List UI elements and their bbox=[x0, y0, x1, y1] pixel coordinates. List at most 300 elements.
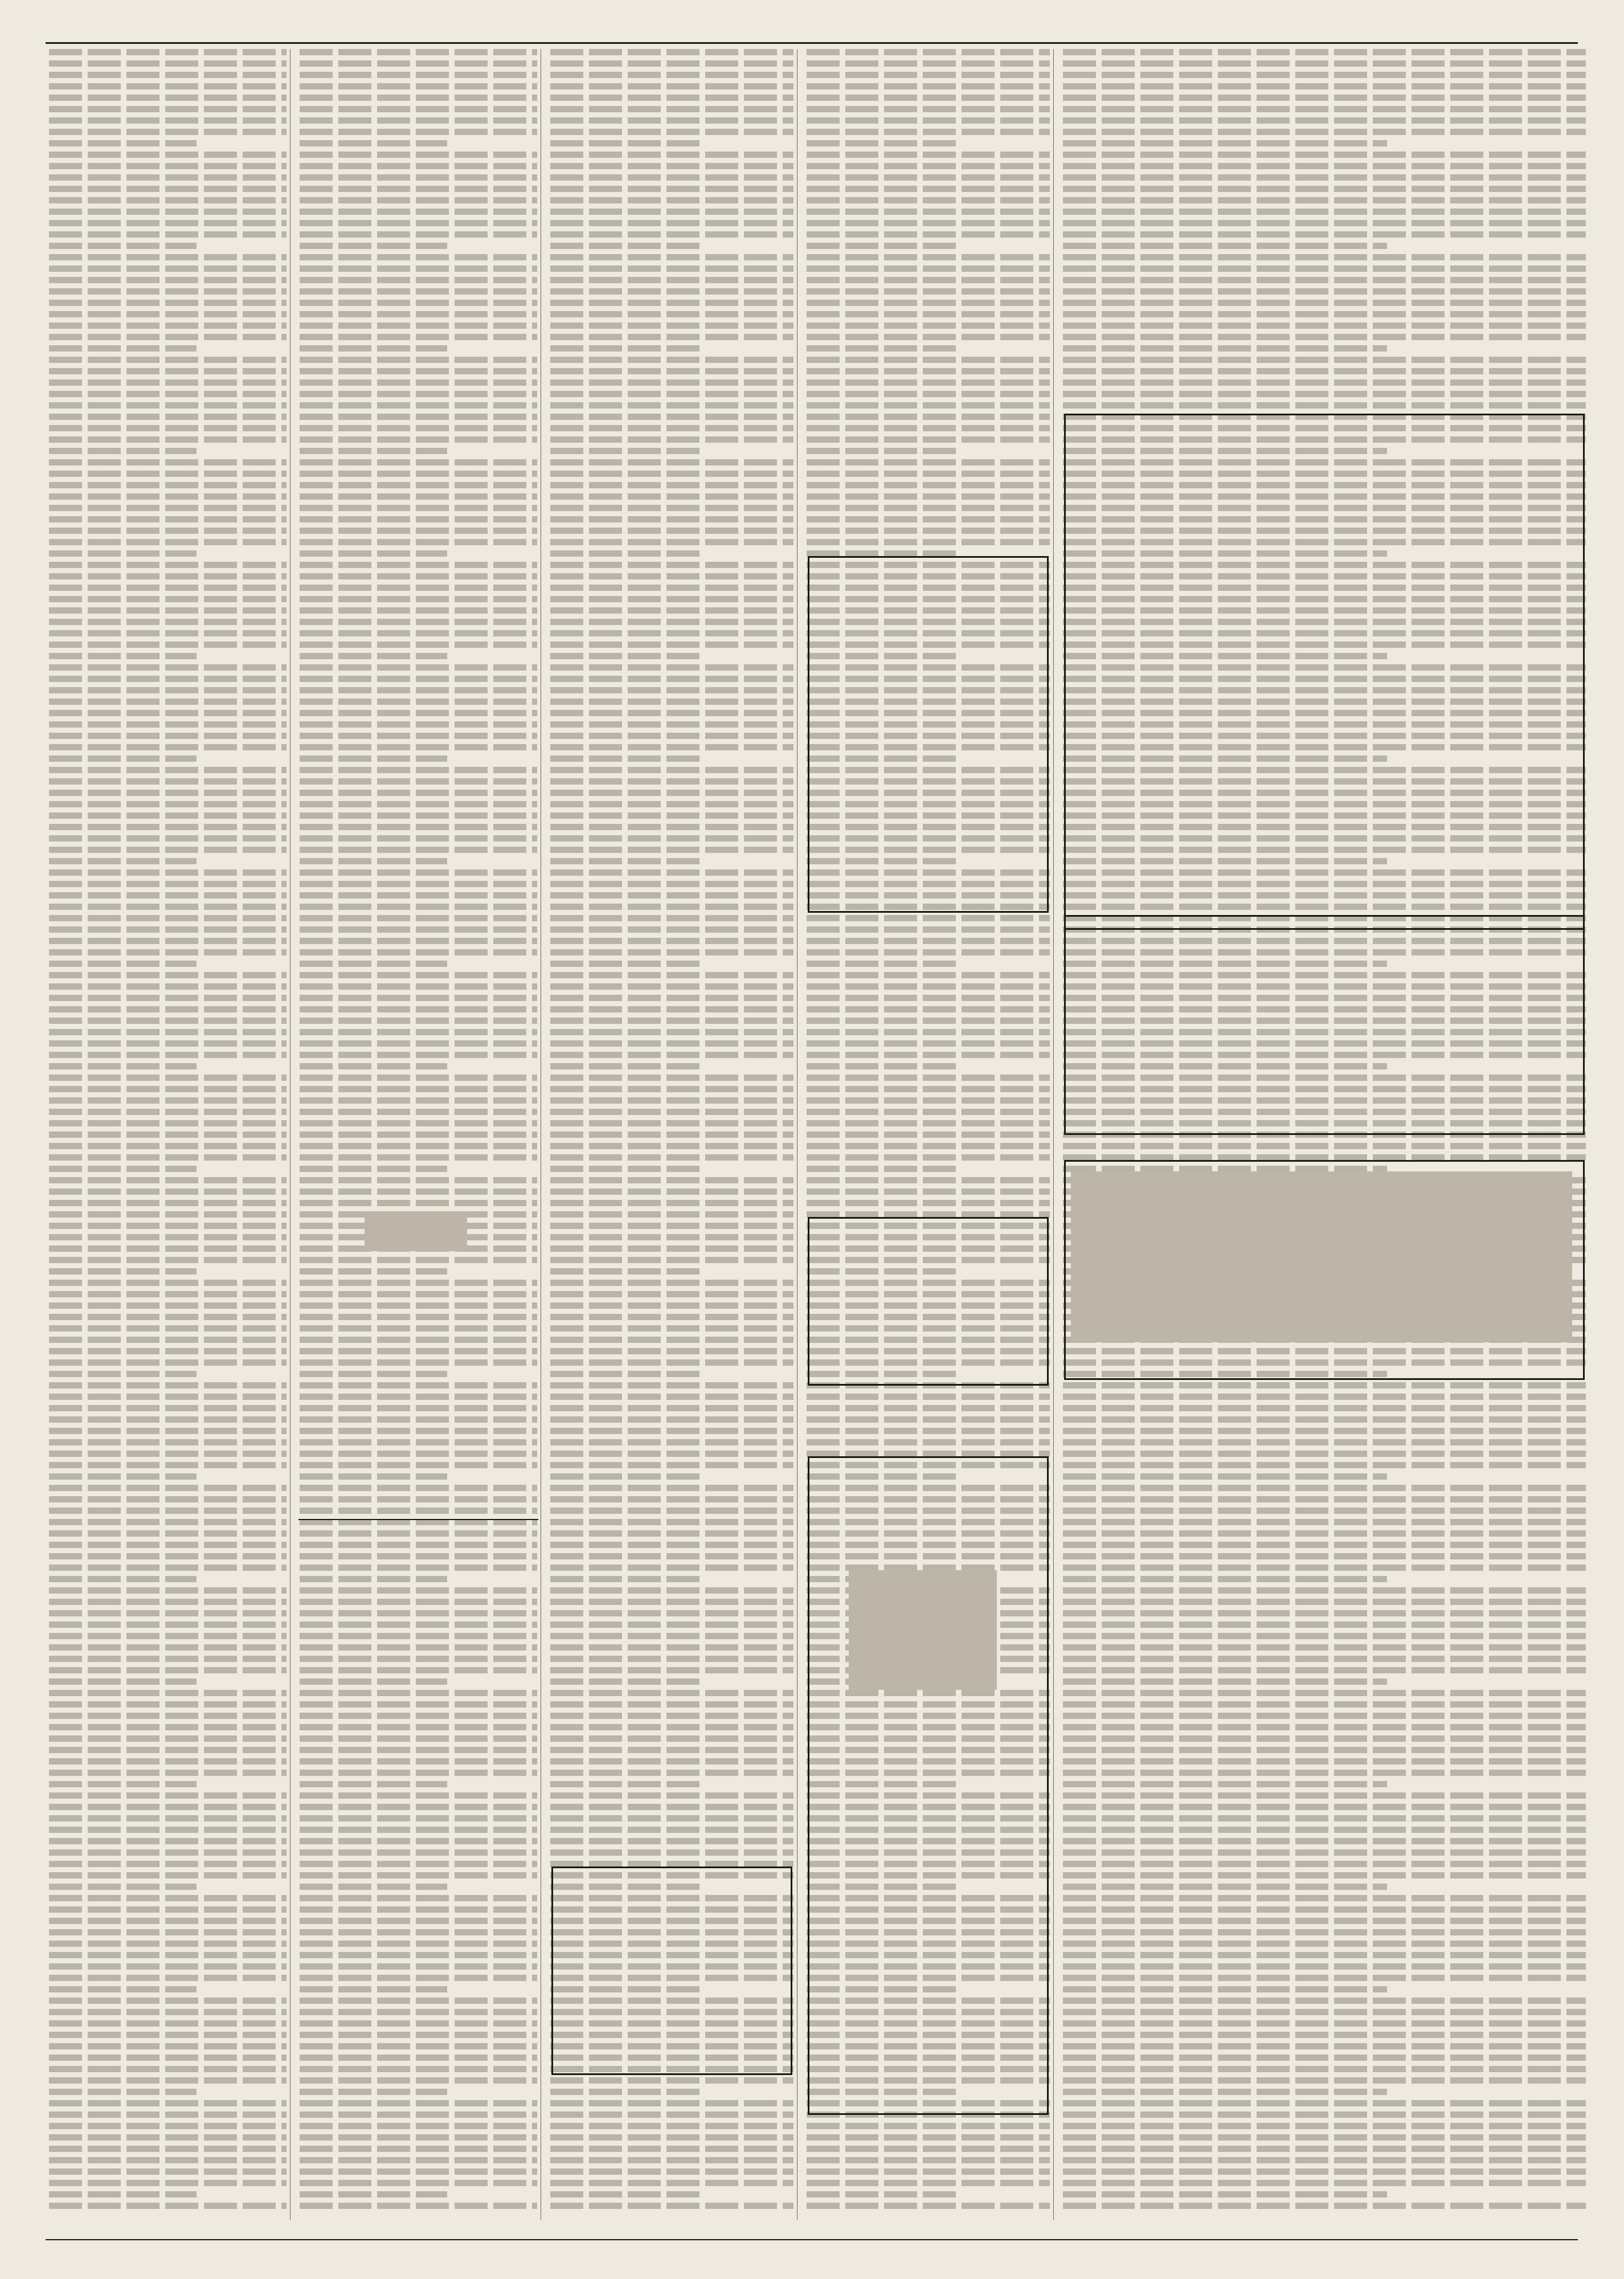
text-line bbox=[550, 345, 701, 352]
text-line bbox=[49, 733, 287, 739]
text-line bbox=[550, 892, 793, 898]
text-line bbox=[300, 106, 537, 112]
text-line bbox=[550, 1849, 793, 1856]
text-line bbox=[300, 49, 537, 55]
text-line bbox=[1063, 1610, 1586, 1616]
text-line bbox=[550, 744, 793, 750]
column-4 bbox=[803, 49, 1054, 2220]
text-line bbox=[807, 482, 1050, 488]
text-line bbox=[300, 1280, 537, 1286]
text-line bbox=[49, 1576, 197, 1582]
text-line bbox=[300, 1302, 537, 1309]
text-line bbox=[300, 83, 537, 89]
text-line bbox=[300, 1610, 537, 1616]
text-line bbox=[300, 1758, 537, 1765]
text-line bbox=[1063, 1496, 1586, 1502]
text-line bbox=[49, 516, 287, 522]
text-line bbox=[550, 1143, 793, 1149]
text-line bbox=[550, 562, 793, 568]
text-line bbox=[300, 95, 537, 101]
text-line bbox=[49, 1781, 197, 1787]
text-line bbox=[1063, 1849, 1586, 1856]
text-line bbox=[807, 379, 1050, 386]
text-line bbox=[300, 1587, 537, 1594]
text-line bbox=[807, 357, 1050, 363]
text-line bbox=[300, 1086, 537, 1092]
text-line bbox=[49, 368, 287, 374]
text-line bbox=[300, 1394, 537, 1400]
text-line bbox=[550, 926, 793, 933]
text-line bbox=[49, 49, 287, 55]
text-line bbox=[1063, 1770, 1586, 1776]
text-line bbox=[49, 1667, 287, 1673]
text-line bbox=[550, 1394, 793, 1400]
text-line bbox=[300, 231, 537, 238]
text-line bbox=[550, 676, 793, 682]
text-line bbox=[300, 1177, 537, 1183]
text-line bbox=[550, 824, 793, 830]
text-line bbox=[300, 243, 447, 249]
text-line bbox=[550, 1713, 793, 1719]
text-line bbox=[550, 1416, 793, 1423]
text-line bbox=[300, 345, 447, 352]
text-line bbox=[49, 1394, 287, 1400]
text-line bbox=[1063, 1827, 1586, 1833]
column-text bbox=[49, 49, 287, 2220]
text-line bbox=[49, 1075, 287, 1081]
text-line bbox=[550, 357, 793, 363]
text-line bbox=[807, 2134, 1050, 2141]
text-line bbox=[49, 174, 287, 181]
text-line bbox=[1063, 2134, 1586, 2141]
text-line bbox=[300, 1633, 537, 1639]
text-line bbox=[49, 1975, 287, 1981]
text-line bbox=[300, 1656, 537, 1662]
text-line bbox=[550, 334, 793, 340]
text-line bbox=[550, 1040, 793, 1047]
text-line bbox=[550, 596, 793, 602]
text-line bbox=[300, 630, 537, 636]
text-line bbox=[300, 1063, 447, 1069]
text-line bbox=[300, 1963, 537, 1970]
text-line bbox=[550, 790, 793, 796]
text-line bbox=[1063, 2066, 1586, 2072]
text-line bbox=[807, 995, 1050, 1001]
text-line bbox=[300, 391, 537, 397]
text-line bbox=[550, 1348, 793, 1354]
text-line bbox=[1063, 1451, 1586, 1457]
text-line bbox=[300, 425, 537, 431]
advertisement-box bbox=[1064, 915, 1585, 1135]
text-line bbox=[1063, 1998, 1586, 2004]
text-line bbox=[550, 1188, 793, 1195]
text-line bbox=[49, 881, 287, 887]
text-line bbox=[550, 972, 793, 978]
text-line bbox=[300, 801, 537, 807]
text-line bbox=[1063, 1519, 1586, 1525]
text-line bbox=[550, 1268, 701, 1275]
text-line bbox=[49, 1496, 287, 1502]
text-line bbox=[49, 892, 287, 898]
text-line bbox=[550, 459, 793, 465]
text-line bbox=[300, 915, 537, 921]
text-line bbox=[49, 790, 287, 796]
text-line bbox=[1063, 2089, 1387, 2095]
text-line bbox=[1063, 357, 1586, 363]
text-line bbox=[807, 448, 958, 454]
text-line bbox=[1063, 345, 1387, 352]
text-line bbox=[550, 2077, 793, 2084]
text-line bbox=[49, 1747, 287, 1753]
text-line bbox=[300, 140, 447, 146]
column-2 bbox=[296, 49, 541, 2220]
typewriter-illustration bbox=[849, 1570, 997, 1690]
text-line bbox=[807, 983, 1050, 990]
text-line bbox=[49, 505, 287, 511]
text-line bbox=[300, 1906, 537, 1913]
column-3 bbox=[547, 49, 797, 2220]
text-line bbox=[300, 995, 537, 1001]
text-line bbox=[300, 1166, 447, 1172]
text-line bbox=[550, 1166, 701, 1172]
text-line bbox=[49, 2009, 287, 2015]
text-line bbox=[1063, 1792, 1586, 1799]
text-line bbox=[1063, 209, 1586, 215]
text-line bbox=[49, 2123, 287, 2129]
text-line bbox=[1063, 1861, 1586, 1867]
text-line bbox=[300, 1792, 537, 1799]
text-line bbox=[1063, 2180, 1586, 2186]
text-line bbox=[550, 585, 793, 591]
text-line bbox=[300, 2180, 537, 2186]
text-line bbox=[49, 357, 287, 363]
text-line bbox=[300, 619, 537, 625]
text-line bbox=[807, 231, 1050, 238]
text-line bbox=[1063, 379, 1586, 386]
text-line bbox=[300, 2009, 537, 2015]
text-line bbox=[49, 972, 287, 978]
text-line bbox=[300, 1109, 537, 1115]
text-line bbox=[550, 1667, 793, 1673]
text-line bbox=[807, 1405, 1050, 1411]
text-line bbox=[550, 163, 793, 169]
text-line bbox=[49, 630, 287, 636]
text-line bbox=[1063, 1462, 1586, 1468]
text-line bbox=[550, 1439, 793, 1445]
text-line bbox=[49, 1291, 287, 1297]
text-line bbox=[550, 847, 793, 853]
text-line bbox=[300, 642, 537, 648]
section-rule bbox=[298, 1519, 538, 1520]
text-line bbox=[49, 1086, 287, 1092]
text-line bbox=[550, 1553, 793, 1559]
text-line bbox=[550, 1006, 793, 1012]
text-line bbox=[49, 938, 287, 944]
text-line bbox=[550, 117, 793, 124]
text-line bbox=[300, 972, 537, 978]
text-line bbox=[300, 938, 537, 944]
text-line bbox=[807, 915, 1050, 921]
text-line bbox=[300, 1257, 537, 1263]
text-line bbox=[300, 904, 537, 910]
text-line bbox=[550, 1473, 701, 1480]
text-line bbox=[550, 835, 793, 842]
text-line bbox=[1063, 1804, 1586, 1810]
text-line bbox=[1063, 391, 1586, 397]
text-line bbox=[807, 277, 1050, 283]
text-line bbox=[49, 596, 287, 602]
text-line bbox=[49, 1553, 287, 1559]
text-line bbox=[550, 493, 793, 500]
text-line bbox=[550, 72, 793, 78]
text-line bbox=[550, 1747, 793, 1753]
text-line bbox=[49, 619, 287, 625]
text-line bbox=[49, 1451, 287, 1457]
text-line bbox=[49, 1223, 287, 1229]
text-line bbox=[300, 379, 537, 386]
text-line bbox=[807, 1063, 958, 1069]
text-line bbox=[550, 231, 793, 238]
text-line bbox=[49, 1359, 287, 1366]
machinery-illustration bbox=[1071, 1171, 1572, 1342]
text-line bbox=[550, 2157, 793, 2163]
text-line bbox=[1063, 1622, 1586, 1628]
text-line bbox=[49, 231, 287, 238]
text-line bbox=[300, 858, 447, 864]
text-line bbox=[1063, 1952, 1586, 1958]
text-line bbox=[300, 812, 537, 819]
text-line bbox=[550, 949, 793, 955]
text-line bbox=[49, 1371, 197, 1377]
text-line bbox=[1063, 1713, 1586, 1719]
text-line bbox=[550, 1508, 793, 1514]
text-line bbox=[49, 1177, 287, 1183]
text-line bbox=[49, 1485, 287, 1491]
text-line bbox=[550, 1371, 701, 1377]
text-line bbox=[550, 1587, 793, 1594]
text-line bbox=[550, 448, 701, 454]
text-line bbox=[1063, 2168, 1586, 2175]
text-line bbox=[49, 60, 287, 67]
text-line bbox=[1063, 95, 1586, 101]
text-line bbox=[1063, 117, 1586, 124]
text-line bbox=[1063, 1838, 1586, 1844]
text-line bbox=[550, 1656, 793, 1662]
text-line bbox=[300, 493, 537, 500]
text-line bbox=[49, 1234, 287, 1240]
advertisement-box bbox=[808, 556, 1049, 913]
text-line bbox=[807, 1132, 1050, 1138]
text-line bbox=[807, 220, 1050, 226]
text-line bbox=[49, 1633, 287, 1639]
text-line bbox=[49, 209, 287, 215]
masthead bbox=[46, 8, 1578, 44]
text-line bbox=[49, 459, 287, 465]
text-line bbox=[300, 1268, 447, 1275]
text-line bbox=[550, 1599, 793, 1605]
text-line bbox=[49, 1120, 287, 1126]
text-line bbox=[300, 528, 537, 534]
text-line bbox=[49, 1268, 197, 1275]
text-line bbox=[807, 972, 1050, 978]
text-line bbox=[300, 1485, 537, 1491]
text-line bbox=[49, 1610, 287, 1616]
text-line bbox=[550, 1291, 793, 1297]
text-line bbox=[49, 1109, 287, 1115]
text-line bbox=[300, 1405, 537, 1411]
text-line bbox=[1063, 1644, 1586, 1651]
text-line bbox=[1063, 197, 1586, 203]
text-line bbox=[550, 1109, 793, 1115]
text-line bbox=[300, 881, 537, 887]
text-line bbox=[807, 2203, 1050, 2209]
text-line bbox=[807, 117, 1050, 124]
text-line bbox=[550, 505, 793, 511]
text-line bbox=[49, 2032, 287, 2038]
text-line bbox=[49, 573, 287, 579]
text-line bbox=[49, 1018, 287, 1024]
text-line bbox=[1063, 129, 1586, 135]
text-line bbox=[550, 300, 793, 306]
text-line bbox=[300, 1371, 447, 1377]
text-line bbox=[550, 995, 793, 1001]
text-line bbox=[49, 1724, 287, 1730]
text-line bbox=[300, 1884, 447, 1890]
text-line bbox=[1063, 1565, 1586, 1571]
text-line bbox=[807, 539, 1050, 545]
text-line bbox=[49, 2134, 287, 2141]
text-line bbox=[807, 1086, 1050, 1092]
text-line bbox=[550, 961, 701, 967]
text-line bbox=[300, 174, 537, 181]
text-line bbox=[550, 1462, 793, 1468]
text-line bbox=[49, 1132, 287, 1138]
text-line bbox=[300, 676, 537, 682]
column-5 bbox=[1060, 49, 1589, 2220]
text-line bbox=[550, 755, 701, 762]
text-line bbox=[49, 1872, 287, 1878]
text-line bbox=[49, 379, 287, 386]
text-line bbox=[1063, 2191, 1387, 2198]
text-line bbox=[1063, 1986, 1387, 1992]
text-line bbox=[807, 2146, 1050, 2152]
text-line bbox=[550, 220, 793, 226]
text-line bbox=[807, 391, 1050, 397]
text-line bbox=[49, 1565, 287, 1571]
column-1 bbox=[46, 49, 291, 2220]
text-line bbox=[550, 1337, 793, 1343]
text-line bbox=[300, 2066, 537, 2072]
text-line bbox=[300, 1439, 537, 1445]
text-line bbox=[49, 197, 287, 203]
text-line bbox=[550, 812, 793, 819]
text-line bbox=[1063, 2100, 1586, 2106]
text-line bbox=[300, 653, 447, 659]
text-line bbox=[550, 516, 793, 522]
text-line bbox=[300, 1462, 537, 1468]
text-line bbox=[49, 1587, 287, 1594]
text-line bbox=[300, 2055, 537, 2061]
text-line bbox=[550, 710, 793, 716]
text-line bbox=[300, 585, 537, 591]
page-columns bbox=[46, 49, 1578, 2220]
text-line bbox=[300, 266, 537, 272]
text-line bbox=[1063, 2055, 1586, 2061]
text-line bbox=[300, 824, 537, 830]
text-line bbox=[49, 1428, 287, 1434]
text-line bbox=[300, 1941, 537, 1947]
text-line bbox=[49, 1063, 197, 1069]
text-line bbox=[807, 106, 1050, 112]
text-line bbox=[300, 2203, 537, 2209]
text-line bbox=[49, 1599, 287, 1605]
text-line bbox=[300, 1314, 537, 1320]
text-line bbox=[300, 1690, 537, 1696]
text-line bbox=[49, 1770, 287, 1776]
text-line bbox=[49, 106, 287, 112]
text-line bbox=[49, 1245, 287, 1252]
text-line bbox=[49, 653, 197, 659]
text-line bbox=[1063, 1599, 1586, 1605]
text-line bbox=[49, 2168, 287, 2175]
text-line bbox=[1063, 1678, 1387, 1685]
text-line bbox=[49, 1986, 197, 1992]
text-line bbox=[49, 152, 287, 158]
text-line bbox=[300, 311, 537, 317]
text-line bbox=[300, 1075, 537, 1081]
text-line bbox=[550, 607, 793, 614]
text-line bbox=[1063, 1690, 1586, 1696]
text-line bbox=[300, 1359, 537, 1366]
text-line bbox=[807, 243, 958, 249]
text-line bbox=[1063, 1394, 1586, 1400]
text-line bbox=[807, 322, 1050, 329]
text-line bbox=[550, 642, 793, 648]
text-line bbox=[550, 266, 793, 272]
text-line bbox=[49, 858, 197, 864]
text-line bbox=[550, 1610, 793, 1616]
text-line bbox=[300, 539, 537, 545]
text-line bbox=[807, 254, 1050, 260]
text-line bbox=[49, 1656, 287, 1662]
text-line bbox=[300, 2077, 537, 2084]
text-line bbox=[49, 778, 287, 785]
text-line bbox=[550, 83, 793, 89]
text-line bbox=[300, 607, 537, 614]
text-line bbox=[300, 892, 537, 898]
text-line bbox=[550, 550, 701, 557]
text-line bbox=[1063, 1701, 1586, 1708]
text-line bbox=[550, 1451, 793, 1457]
text-line bbox=[49, 1952, 287, 1958]
text-line bbox=[550, 1325, 793, 1332]
text-line bbox=[49, 1758, 287, 1765]
text-line bbox=[300, 1929, 537, 1935]
text-line bbox=[1063, 2020, 1586, 2027]
text-line bbox=[300, 357, 537, 363]
text-line bbox=[807, 288, 1050, 295]
text-line bbox=[49, 676, 287, 682]
text-line bbox=[300, 664, 537, 671]
text-line bbox=[550, 391, 793, 397]
text-line bbox=[300, 471, 537, 477]
text-line bbox=[300, 459, 537, 465]
text-line bbox=[550, 1804, 793, 1810]
text-line bbox=[49, 277, 287, 283]
text-line bbox=[1063, 163, 1586, 169]
text-line bbox=[807, 345, 958, 352]
text-line bbox=[49, 95, 287, 101]
